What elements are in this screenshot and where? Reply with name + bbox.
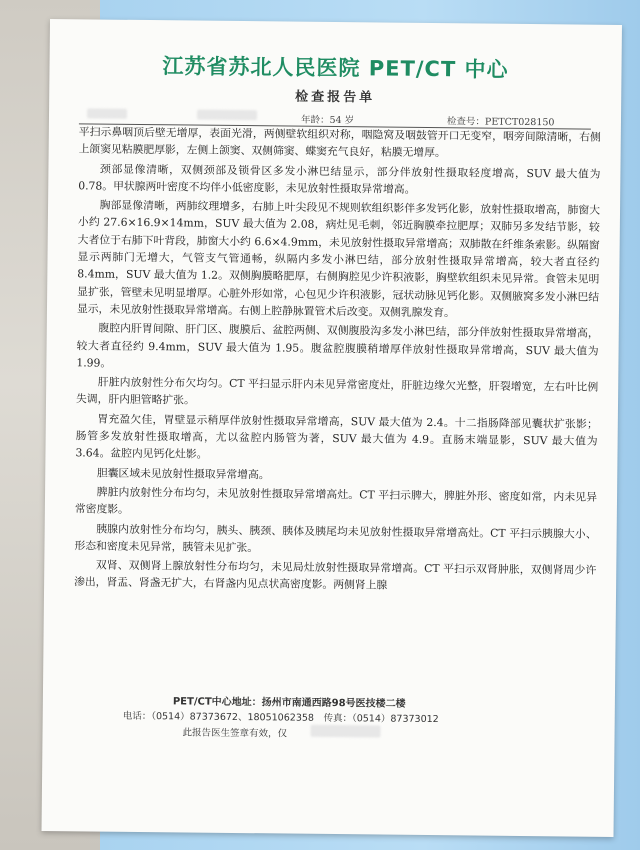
finding-liver: 肝脏内放射性分布欠均匀。CT 平扫显示肝内未见异常密度灶，肝脏边缘欠光整，肝裂增宽，左右叶比例失调，肝内胆管略扩张。 bbox=[75, 375, 599, 407]
finding-spleen: 脾脏内放射性分布均匀，未见放射性摄取异常增高灶。CT 平扫示脾大，脾脏外形、密度如常，内未见异常密度影。 bbox=[74, 485, 598, 517]
report-sheet bbox=[42, 19, 622, 837]
report-footer bbox=[43, 691, 615, 740]
finding-pancreas: 胰腺内放射性分布均匀，胰头、胰颈、胰体及胰尾均未见放射性摄取异常增高灶。CT 平扫示胰腺大小、形态和密度未见异常，胰管未见扩张。 bbox=[74, 522, 597, 555]
finding-chest: 胸部显像清晰，两肺纹理增多，右肺上叶尖段见不规则软组织影伴多发钙化影，放射性摄取增高，肺窗大小约 27.6×16.9×14mm，SUV 最大值为 2.08，病灶见毛刺，邻近胸膜牵拉肥厚；双肺另多发结节影，较大者位于右肺下叶背段，肺窗大小约 6.6×4.9mm，未见放射性摄取异常增高；双肺散在纤维条索影。纵隔窗显示两肺门无增大，气管支气管通畅，纵隔内多发小淋巴结，部分放射性摄取异常增高，较大者直径约 8.4mm，SUV 最大值为 1.2。双侧胸膜略肥厚，右侧胸腔见少许积液影，胸壁软组织未见异常。食管未见明显扩张，管壁未见明显增厚。心脏外形如常，心包见少许积液影，冠状动脉见钙化影。双侧腋窝多发小淋巴结显示，未见放射性摄取异常增高。右侧上腔静脉置管术后改变。双侧乳腺发育。 bbox=[76, 198, 601, 320]
finding-nasopharynx: 平扫示鼻咽顶后壁无增厚，表面光滑，两侧壁软组织对称，咽隐窝及咽鼓管开口无变窄，咽旁间隙清晰，右侧上颌窦见粘膜肥厚影，左侧上颌窦、双侧筛窦、蝶窦充气良好，粘膜无增厚。 bbox=[78, 125, 601, 160]
report-title: 检查报告单 bbox=[295, 89, 376, 106]
center-address: PET/CT中心地址：扬州市南通西路98号医技楼二楼 bbox=[172, 696, 406, 710]
finding-gallbladder: 胆囊区域未见放射性摄取异常增高。 bbox=[96, 466, 270, 481]
finding-neck: 颈部显像清晰，双侧颈部及锁骨区多发小淋巴结显示，部分伴放射性摄取轻度增高，SUV 最大值为 0.78。甲状腺两叶密度不均伴小低密度影，未见放射性摄取异常增高。 bbox=[78, 162, 601, 196]
exam-number: 检查号：PETCT028150 bbox=[446, 116, 555, 129]
finding-stomach: 胃充盈欠佳，胃壁显示稍厚伴放射性摄取异常增高，SUV 最大值为 2.4。十二指肠降部见囊状扩张影；肠管多发放射性摄取增高，尤以盆腔内肠管为著，SUV 最大值为 4.9。直肠末端显影，SUV 最大值为 3.64。盆腔内见钙化灶影。 bbox=[75, 412, 598, 462]
finding-kidneys: 双肾、双侧肾上腺放射性分布均匀，未见局灶放射性摄取异常增高。CT 平扫示双肾肿胀，双侧肾周少许渗出，肾盂、肾盏无扩大，右肾盏内见点状高密度影。两侧肾上腺 bbox=[74, 558, 597, 592]
redacted-gender bbox=[197, 110, 257, 121]
signature-note: 此报告医生签章有效，仅 bbox=[182, 727, 288, 740]
age-field: 年龄：54 岁 bbox=[300, 114, 355, 127]
redacted-name bbox=[87, 108, 127, 118]
contact-phone: 电话：（0514）87373672、18051062358 传真：（0514）87373012 bbox=[122, 710, 439, 726]
hospital-title: 江苏省苏北人民医院 PET/CT 中心 bbox=[162, 54, 509, 82]
redacted-footer bbox=[311, 725, 381, 738]
findings-body bbox=[74, 123, 601, 598]
finding-abdominal-nodes: 腹腔内肝胃间隙、肝门区、腹膜后、盆腔两侧、双侧腹股沟多发小淋巴结，部分伴放射性摄取异常增高，较大者直径约 9.4mm，SUV 最大值为 1.95。腹盆腔腹膜稍增厚伴放射性摄取异常增高，SUV 最大值为 1.99。 bbox=[76, 321, 599, 370]
